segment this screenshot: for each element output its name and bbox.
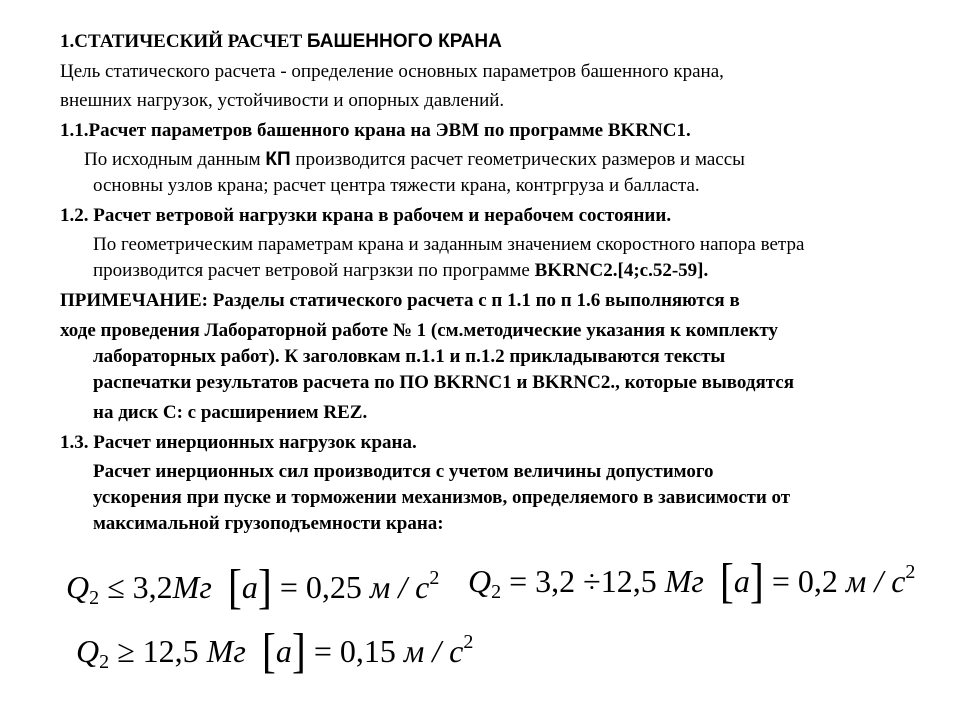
formula-3-load-unit: Мг: [206, 633, 246, 669]
intro-line-1: Цель статического расчета - определение основных параметров башенного крана,: [60, 61, 724, 82]
formula-2-accel-exp: 2: [905, 561, 916, 583]
section-1-1-text-1a: По исходным данным: [84, 149, 261, 170]
formula-3: $Q_2 \ge 12,5$ Мг [a] = 0,15 м / $с^2$: [76, 625, 474, 679]
section-1-1-text-1: [84, 148, 745, 172]
section-1-1-heading: 1.1.Расчет параметров башенного крана на ЭВМ по программе BKRNC1.: [60, 120, 691, 141]
section-1-1-kp: КП: [265, 149, 291, 170]
formula-2-accel-unit: м / с: [845, 563, 906, 599]
formula-1-accel-var: a: [241, 569, 258, 605]
formula-2: $Q_2 = 3,2 \div 12,5$ Мг [a] = 0,2 м / $с^2$: [468, 555, 916, 609]
note-line-1: ПРИМЕЧАНИЕ: Разделы статического расчета с п 1.1 по п 1.6 выполняются в: [60, 290, 740, 311]
note-line-4: распечатки результатов расчета по ПО BKRNC1 и BKRNC2., которые выводятся: [93, 372, 795, 393]
section-1-2-program-ref: BKRNC2.[4;с.52-59].: [534, 260, 709, 281]
formula-1-q-sub: 2: [89, 587, 100, 609]
section-1-3-text-2: ускорения при пуске и торможении механизмов, определяемого в зависимости от: [93, 487, 791, 508]
section-1-2-heading: 1.2. Расчет ветровой нагрузки крана в рабочем и нерабочем состоянии.: [60, 205, 672, 226]
section-1-3-heading: 1.3. Расчет инерционных нагрузок крана.: [60, 432, 417, 453]
section-1-2-text-2a: производится расчет ветровой нагрзкзи по программе: [93, 260, 530, 281]
formula-1-q: Q: [66, 569, 90, 605]
note-line-3: лабораторных работ). К заголовкам п.1.1 и п.1.2 прикладываются тексты: [93, 346, 726, 367]
formula-3-accel-exp: 2: [463, 631, 474, 653]
note-line-5: на диск С: с расширением REZ.: [93, 402, 368, 423]
formula-1-accel-unit: м / с: [369, 569, 430, 605]
page-title: [60, 30, 502, 54]
formula-3-accel-unit: м / с: [403, 633, 464, 669]
formula-2-q: Q: [468, 563, 492, 599]
formula-1-accel-value: = 0,25: [279, 569, 362, 605]
formula-2-q-sub: 2: [491, 581, 502, 603]
formula-2-accel-value: = 0,2: [771, 563, 838, 599]
formula-1: $Q_2 \le 3,2Мг$ [a] = 0,25 м / $с^2$: [66, 561, 440, 615]
section-1-2-text-1: По геометрическим параметрам крана и заданным значением скоростного напора ветра: [93, 234, 805, 255]
formula-1-relation: ≤ 3,2: [107, 569, 173, 605]
formula-3-q-sub: 2: [99, 651, 110, 673]
formula-2-relation: = 3,2 ÷12,5: [509, 563, 657, 599]
section-1-1-text-1c: производится расчет геометрических размеров и массы: [295, 149, 745, 170]
formula-3-q: Q: [76, 633, 100, 669]
title-suffix: БАШЕННОГО КРАНА: [306, 31, 502, 52]
formula-2-accel-var: a: [733, 563, 750, 599]
formula-3-accel-value: = 0,15: [313, 633, 396, 669]
formula-3-relation: ≥ 12,5: [117, 633, 199, 669]
intro-line-2: внешних нагрузок, устойчивости и опорных давлений.: [60, 90, 505, 111]
section-1-3-text-3: максимальной грузоподъемности крана:: [93, 513, 444, 534]
formula-3-accel-var: a: [275, 633, 292, 669]
formula-1-accel-exp: 2: [429, 567, 440, 589]
section-1-1-text-2: основны узлов крана; расчет центра тяжести крана, контргруза и балласта.: [93, 175, 700, 196]
note-line-2: ходе проведения Лабораторной работе № 1 (см.методические указания к комплекту: [60, 320, 779, 341]
title-prefix: 1.СТАТИЧЕСКИЙ РАСЧЕТ: [60, 31, 303, 52]
section-1-3-text-1: Расчет инерционных сил производится с учетом величины допустимого: [93, 461, 714, 482]
section-1-2-text-2: [93, 259, 708, 283]
formula-2-load-unit: Мг: [664, 563, 704, 599]
formula-1-load-unit: Мг: [172, 569, 212, 605]
